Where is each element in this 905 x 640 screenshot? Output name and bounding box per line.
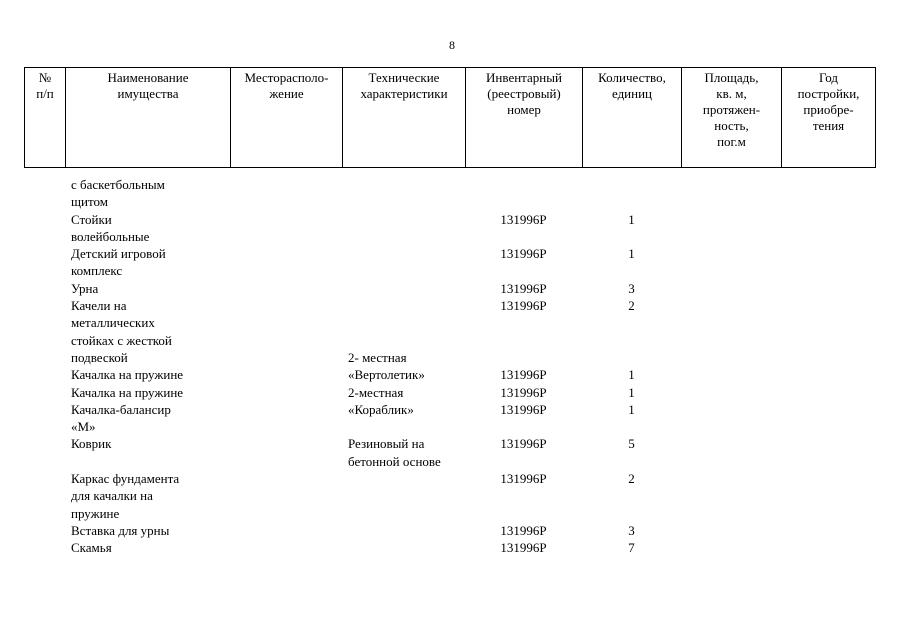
item-tech-line: «Вертолетик»	[348, 367, 425, 383]
cell-technical	[342, 470, 465, 522]
header-line: характеристики	[360, 86, 448, 101]
cell-name	[65, 245, 342, 280]
item-inventory: 131996Р	[500, 298, 547, 314]
cell-name	[65, 176, 342, 211]
cell-technical	[342, 384, 465, 401]
cell-technical	[342, 522, 465, 539]
item-name-line: подвеской	[71, 349, 128, 365]
cell-area	[681, 297, 781, 366]
item-name-line: Коврик	[71, 436, 112, 452]
cell-name	[65, 522, 342, 539]
cell-quantity	[582, 211, 681, 246]
item-tech-line	[348, 297, 465, 314]
cell-year	[781, 297, 875, 366]
item-quantity	[582, 176, 681, 193]
cell-number	[24, 435, 65, 470]
cell-name	[65, 470, 342, 522]
item-tech-line: бетонной основе	[348, 453, 441, 469]
header-line: №	[38, 70, 52, 85]
item-quantity: 1	[628, 367, 635, 383]
cell-quantity	[582, 176, 681, 211]
item-name-line: «М»	[71, 419, 96, 435]
item-quantity: 2	[628, 471, 635, 487]
cell-technical	[342, 366, 465, 383]
cell-technical	[342, 211, 465, 246]
header-col-inventory	[466, 68, 583, 168]
cell-technical	[342, 280, 465, 297]
property-table-body	[24, 176, 875, 557]
cell-number	[24, 401, 65, 436]
header-line: Инвентарный	[486, 70, 562, 85]
item-quantity: 3	[628, 280, 635, 296]
item-name-line: волейбольные	[71, 228, 150, 244]
header-row	[25, 68, 876, 168]
cell-area	[681, 384, 781, 401]
cell-number	[24, 470, 65, 522]
item-name-line: Вставка для урны	[71, 522, 170, 538]
item-name-line: с баскетбольным	[71, 177, 165, 192]
cell-inventory	[465, 435, 582, 470]
table-row	[24, 384, 875, 401]
header-col-technical	[343, 68, 466, 168]
item-name-line: Качалка на пружине	[71, 384, 184, 400]
cell-quantity	[582, 245, 681, 280]
cell-name	[65, 539, 342, 556]
item-quantity: 7	[628, 540, 635, 556]
cell-area	[681, 435, 781, 470]
cell-area	[681, 211, 781, 246]
cell-number	[24, 280, 65, 297]
cell-technical	[342, 539, 465, 556]
header-line: номер	[507, 102, 541, 117]
header-line: ность,	[714, 118, 749, 133]
cell-year	[781, 366, 875, 383]
header-line: тения	[812, 118, 845, 133]
item-inventory: 131996Р	[500, 367, 547, 383]
cell-number	[24, 211, 65, 246]
cell-number	[24, 539, 65, 556]
cell-quantity	[582, 522, 681, 539]
header-line: Наименование	[107, 70, 189, 85]
cell-area	[681, 366, 781, 383]
cell-quantity	[582, 297, 681, 366]
cell-name	[65, 280, 342, 297]
item-name-line: комплекс	[71, 263, 123, 279]
cell-name	[65, 211, 342, 246]
cell-number	[24, 297, 65, 366]
header-col-location	[231, 68, 343, 168]
cell-area	[681, 401, 781, 436]
item-inventory: 131996Р	[500, 246, 547, 262]
header-col-quantity	[583, 68, 682, 168]
item-tech-line: Резиновый на	[348, 436, 425, 452]
header-line: кв. м,	[716, 86, 747, 101]
table-row	[24, 435, 875, 470]
header-line: п/п	[36, 86, 54, 101]
item-name-line: щитом	[71, 194, 108, 210]
item-name-line: Каркас фундамента	[71, 471, 180, 487]
header-line: приобре-	[803, 102, 854, 117]
property-table-header	[24, 67, 876, 168]
item-name-line: Скамья	[71, 540, 112, 556]
cell-name	[65, 435, 342, 470]
table-row	[24, 211, 875, 246]
header-line: Площадь,	[704, 70, 759, 85]
table-row	[24, 297, 875, 366]
cell-inventory	[465, 280, 582, 297]
page-number: 8	[449, 38, 455, 52]
header-col-year	[782, 68, 876, 168]
item-tech-line: 2- местная	[348, 349, 407, 365]
cell-quantity	[582, 366, 681, 383]
cell-inventory	[465, 470, 582, 522]
item-name-line: Качели на	[71, 298, 127, 314]
cell-quantity	[582, 280, 681, 297]
cell-number	[24, 384, 65, 401]
item-quantity: 3	[628, 522, 635, 538]
cell-quantity	[582, 401, 681, 436]
cell-technical	[342, 435, 465, 470]
cell-inventory	[465, 245, 582, 280]
item-inventory: 131996Р	[500, 436, 547, 452]
cell-number	[24, 522, 65, 539]
cell-name	[65, 366, 342, 383]
cell-quantity	[582, 470, 681, 522]
item-tech-line: 2-местная	[348, 384, 404, 400]
item-quantity: 1	[628, 401, 635, 417]
table-row	[24, 176, 875, 211]
cell-area	[681, 470, 781, 522]
table-row	[24, 280, 875, 297]
cell-year	[781, 384, 875, 401]
item-inventory: 131996Р	[500, 211, 547, 227]
cell-technical	[342, 401, 465, 436]
item-name-line: стойках с жесткой	[71, 332, 172, 348]
item-tech-line	[348, 314, 465, 331]
item-name-line: Стойки	[71, 211, 112, 227]
cell-quantity	[582, 435, 681, 470]
header-line: протяжен-	[702, 102, 761, 117]
cell-inventory	[465, 366, 582, 383]
item-quantity: 1	[628, 384, 635, 400]
cell-year	[781, 539, 875, 556]
cell-inventory	[465, 176, 582, 211]
cell-quantity	[582, 384, 681, 401]
cell-technical	[342, 297, 465, 366]
cell-name	[65, 401, 342, 436]
header-line: пог.м	[717, 134, 746, 149]
item-inventory: 131996Р	[500, 471, 547, 487]
header-line: Технические	[368, 70, 440, 85]
cell-area	[681, 522, 781, 539]
header-line: (реестровый)	[487, 86, 561, 101]
item-name-line: пружине	[71, 505, 120, 521]
cell-year	[781, 211, 875, 246]
cell-year	[781, 401, 875, 436]
item-name-line: Качалка-балансир	[71, 401, 171, 417]
cell-inventory	[465, 401, 582, 436]
cell-area	[681, 280, 781, 297]
header-line: единиц	[611, 86, 653, 101]
cell-inventory	[465, 539, 582, 556]
cell-area	[681, 176, 781, 211]
cell-number	[24, 366, 65, 383]
item-inventory: 131996Р	[500, 401, 547, 417]
item-name-line: Детский игровой	[71, 246, 166, 262]
cell-inventory	[465, 211, 582, 246]
cell-inventory	[465, 522, 582, 539]
cell-inventory	[465, 297, 582, 366]
cell-year	[781, 280, 875, 297]
item-quantity: 2	[628, 298, 635, 314]
item-name-line: Качалка на пружине	[71, 367, 184, 383]
header-col-area	[682, 68, 782, 168]
cell-area	[681, 245, 781, 280]
item-inventory: 131996Р	[500, 384, 547, 400]
item-name-line: Урна	[71, 280, 99, 296]
table-row	[24, 245, 875, 280]
item-name-line: для качалки на	[71, 488, 153, 504]
item-quantity: 1	[628, 246, 635, 262]
cell-inventory	[465, 384, 582, 401]
header-line: Месторасполо-	[244, 70, 329, 85]
item-inventory: 131996Р	[500, 280, 547, 296]
cell-number	[24, 245, 65, 280]
item-inventory: 131996Р	[500, 540, 547, 556]
item-tech-line: «Кораблик»	[348, 401, 414, 417]
item-tech-line	[348, 332, 465, 349]
cell-number	[24, 176, 65, 211]
cell-technical	[342, 176, 465, 211]
table-row	[24, 366, 875, 383]
header-line: жение	[269, 86, 304, 101]
table-row	[24, 401, 875, 436]
cell-technical	[342, 245, 465, 280]
item-quantity: 5	[628, 436, 635, 452]
header-col-number	[25, 68, 66, 168]
cell-year	[781, 176, 875, 211]
item-inventory: 131996Р	[500, 522, 547, 538]
table-row	[24, 470, 875, 522]
cell-year	[781, 435, 875, 470]
cell-name	[65, 297, 342, 366]
header-line: постройки,	[797, 86, 860, 101]
table-row	[24, 539, 875, 556]
cell-year	[781, 522, 875, 539]
item-inventory	[465, 176, 582, 193]
table-row	[24, 522, 875, 539]
cell-year	[781, 245, 875, 280]
item-quantity: 1	[628, 211, 635, 227]
header-line: Количество,	[598, 70, 666, 85]
cell-name	[65, 384, 342, 401]
cell-area	[681, 539, 781, 556]
cell-quantity	[582, 539, 681, 556]
header-line: имущества	[117, 86, 179, 101]
cell-year	[781, 470, 875, 522]
header-col-name	[66, 68, 231, 168]
header-line: Год	[818, 70, 839, 85]
item-name-line: металлических	[71, 315, 155, 331]
